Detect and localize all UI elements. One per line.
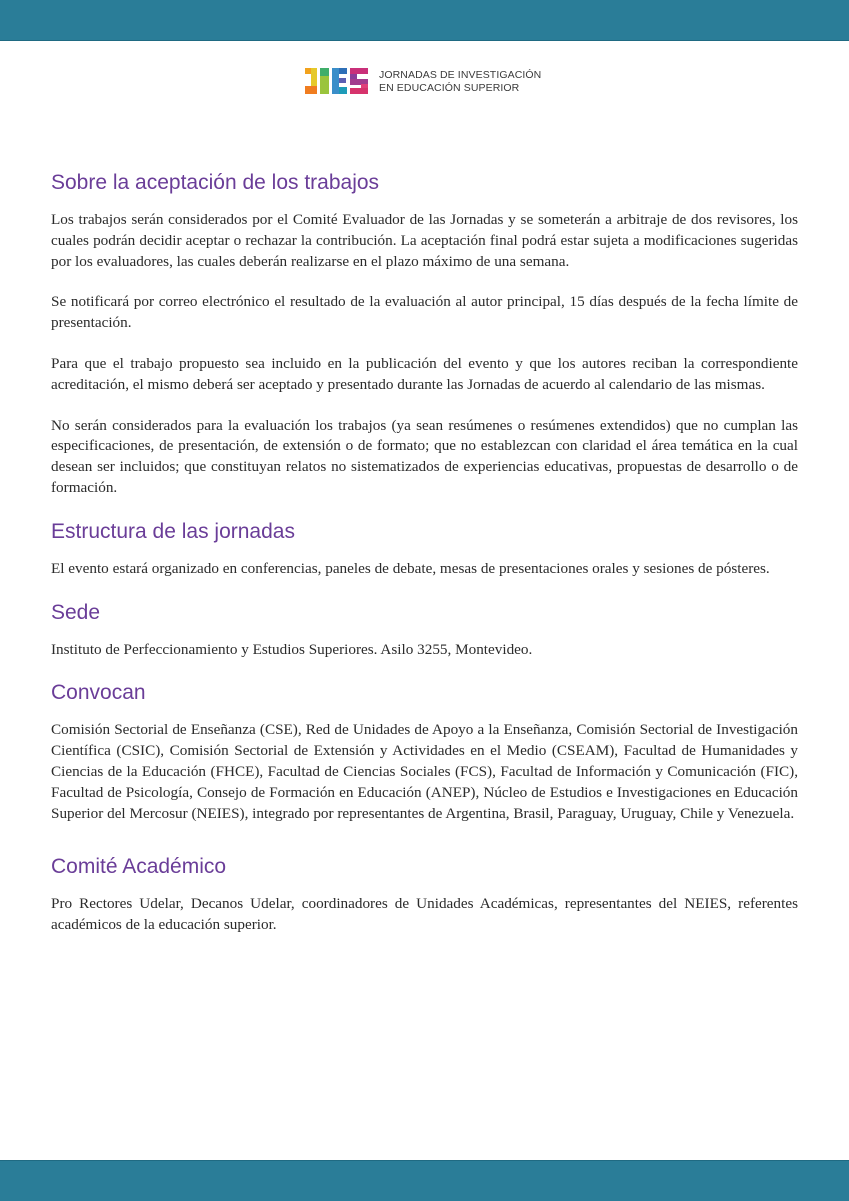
jies-logo-mark-icon	[303, 66, 373, 98]
top-banner	[0, 0, 849, 41]
paragraph: Instituto de Perfeccionamiento y Estudios Superiores. Asilo 3255, Montevideo.	[51, 640, 533, 658]
paragraph: Los trabajos serán considerados por el Comité Evaluador de las Jornadas y se someterán a arbitraje de dos revisores, los cuales podrán decidir aceptar o rechazar la contribución. La aceptación final podrá estar sujeta a modificaciones sugeridas por los evaluadores, las cuales deberán realizarse en el plazo máximo de una semana.	[51, 211, 798, 270]
section-comite	[51, 854, 798, 936]
bottom-banner	[0, 1160, 849, 1201]
logo-text	[379, 69, 541, 95]
logo-line-1: JORNADAS DE INVESTIGACIÓN	[379, 69, 542, 81]
paragraph: Comisión Sectorial de Enseñanza (CSE), Red de Unidades de Apoyo a la Enseñanza, Comisión Sectorial de Investigación Científica (CSIC), Comisión Sectorial de Extensión y Actividades en el Medio (CSEAM), Facultad de Humanidades y Ciencias de la Educación (FHCE), Facultad de Ciencias Sociales (FCS), Facultad de Información y Comunicación (FIC), Facultad de Psicología, Consejo de Formación en Educación (ANEP), Núcleo de Estudios e Investigaciones en Educación Superior del Mercosur (NEIES), integrado por representantes de Argentina, Brasil, Paraguay, Uruguay, Chile y Venezuela.	[51, 721, 798, 822]
section-title-aceptacion: Sobre la aceptación de los trabajos	[51, 171, 380, 194]
paragraph: El evento estará organizado en conferencias, paneles de debate, mesas de presentaciones orales y sesiones de pósteres.	[51, 559, 770, 577]
section-sede	[51, 600, 798, 661]
section-title-convocan: Convocan	[51, 681, 146, 705]
document-body	[51, 170, 798, 956]
section-estructura	[51, 519, 798, 580]
section-title-comite: Comité Académico	[51, 855, 227, 879]
logo-line-2: EN EDUCACIÓN SUPERIOR	[379, 82, 520, 94]
section-convocan	[51, 680, 798, 824]
section-title-estructura: Estructura de las jornadas	[51, 519, 295, 543]
jies-logo	[303, 66, 541, 98]
paragraph: No serán considerados para la evaluación los trabajos (ya sean resúmenes o resúmenes extendidos) que no cumplan las especificaciones, de presentación, de extensión o de formato; que no establezcan con claridad el área temática en la cual desean ser incluidos; que constituyan relatos no sistematizados de experiencias educativas, propuestas de desarrollo o de formación.	[51, 416, 798, 496]
section-title-sede: Sede	[51, 600, 101, 624]
section-aceptacion	[51, 170, 798, 499]
paragraph: Pro Rectores Udelar, Decanos Udelar, coordinadores de Unidades Académicas, representantes del NEIES, referentes académicos de la educación superior.	[51, 895, 798, 934]
paragraph: Se notificará por correo electrónico el resultado de la evaluación al autor principal, 15 días después de la fecha límite de presentación.	[51, 293, 798, 332]
paragraph: Para que el trabajo propuesto sea incluido en la publicación del evento y que los autores reciban la correspondiente acreditación, el mismo deberá ser aceptado y presentado durante las Jornadas de acuerdo al calendario de las mismas.	[51, 354, 798, 393]
